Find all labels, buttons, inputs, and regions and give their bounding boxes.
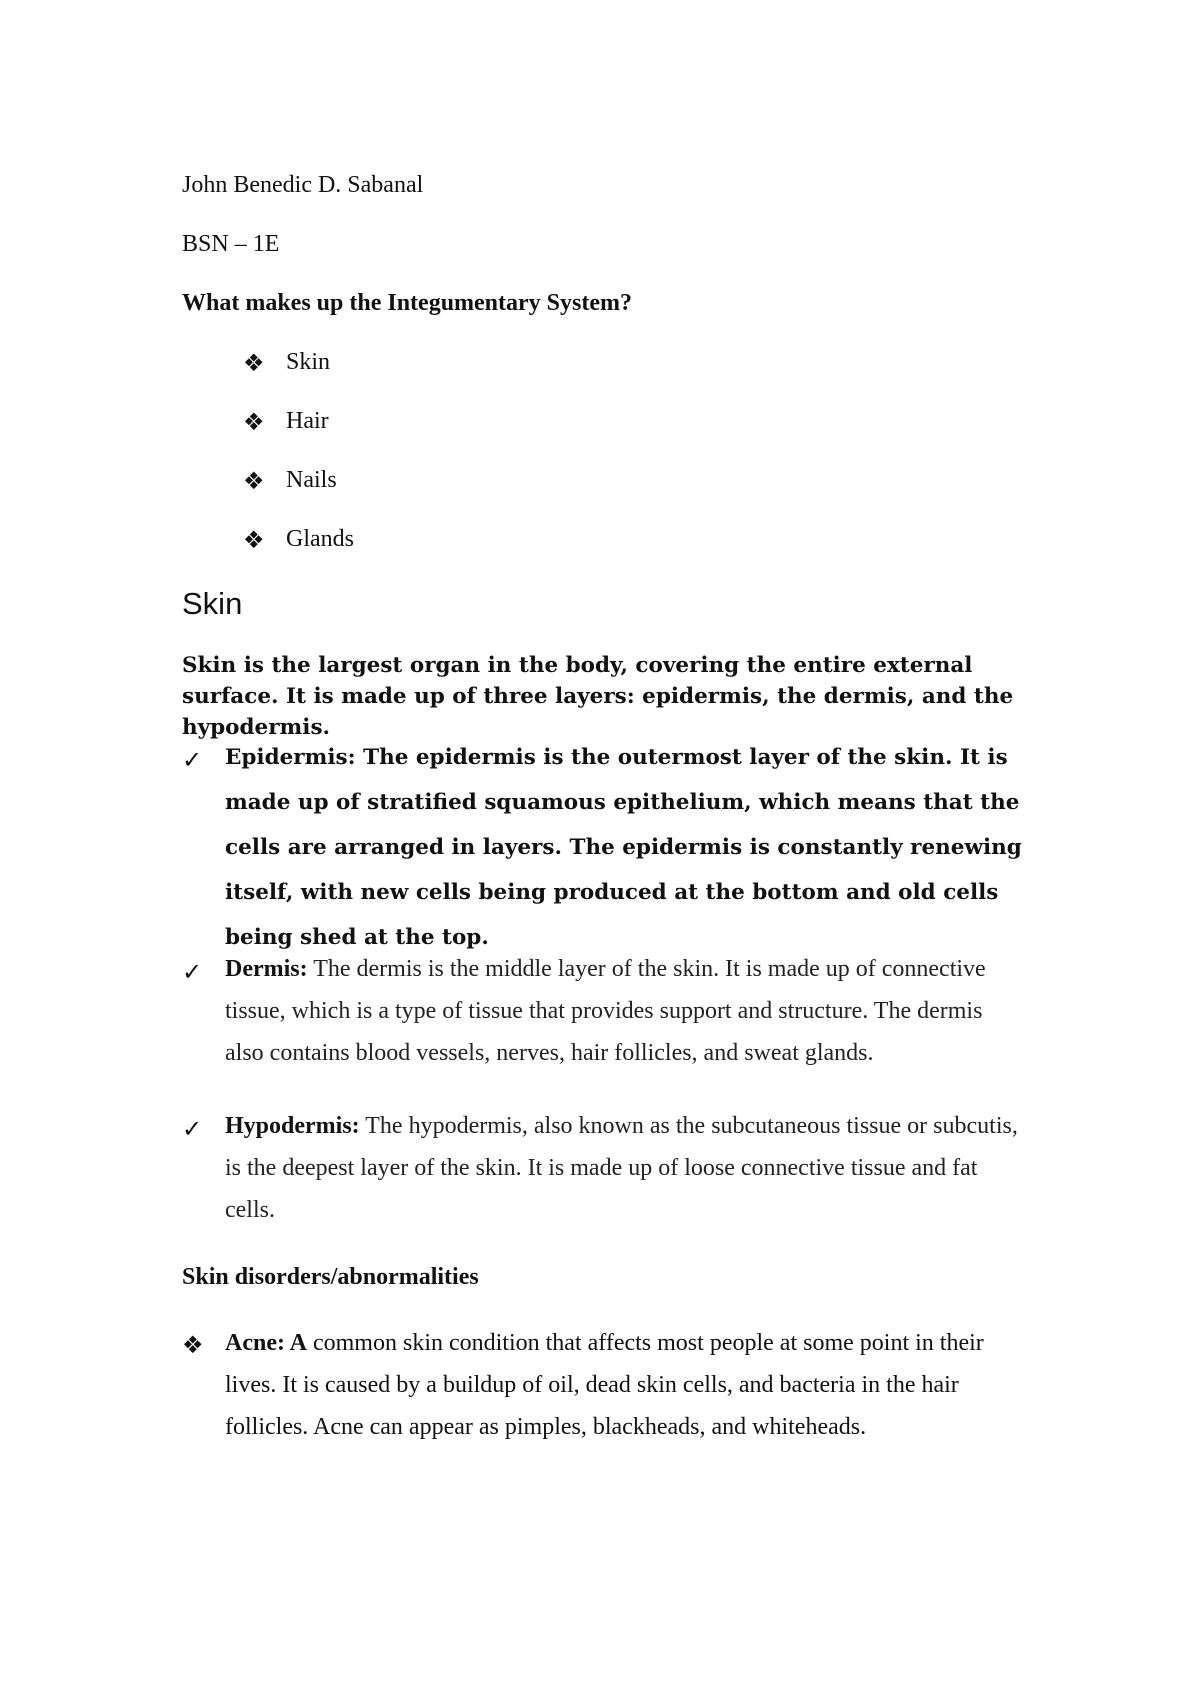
class-section: BSN – 1E bbox=[182, 231, 280, 257]
component-label: Glands bbox=[286, 526, 354, 552]
question-heading: What makes up the Integumentary System? bbox=[182, 290, 632, 316]
term-separator: : bbox=[347, 745, 364, 770]
layer-term: Epidermis bbox=[225, 745, 348, 770]
checkmark-icon: ✓ bbox=[182, 958, 203, 986]
component-label: Nails bbox=[286, 467, 337, 493]
checkmark-icon: ✓ bbox=[182, 1115, 203, 1143]
layer-description: The epidermis is the outermost layer of the skin. It is made up of stratified squamous epithelium, which means that the cells are arranged in layers. The epidermis is constantly renewing itself, with new cells being produced at the bottom and old cells being shed at the top. bbox=[225, 745, 1022, 950]
disorder-description: common skin condition that affects most people at some point in their lives. It is caused by a buildup of oil, dead skin cells, and bacteria in the hair follicles. Acne can appear as pimples, blackheads, and whiteheads. bbox=[225, 1330, 984, 1440]
skin-intro: Skin is the largest organ in the body, covering the entire external surface. It is made up of three layers: epidermis, the dermis, and the hypodermis. bbox=[182, 653, 1014, 740]
author-name: John Benedic D. Sabanal bbox=[182, 172, 424, 198]
component-label: Hair bbox=[286, 408, 329, 434]
disorders-heading: Skin disorders/abnormalities bbox=[182, 1264, 479, 1290]
disorder-term: Acne: A bbox=[225, 1330, 307, 1356]
layer-description: The dermis is the middle layer of the skin. It is made up of connective tissue, which is a type of tissue that provides support and structure. The dermis also contains blood vessels, nerves, hair follicles, and sweat glands. bbox=[225, 956, 986, 1066]
layer-term: Hypodermis: bbox=[225, 1113, 360, 1139]
diamond-bullet-icon: ❖ bbox=[243, 467, 265, 495]
diamond-bullet-icon: ❖ bbox=[243, 408, 265, 436]
checkmark-icon: ✓ bbox=[182, 746, 203, 774]
skin-heading: Skin bbox=[182, 586, 243, 621]
diamond-bullet-icon: ❖ bbox=[182, 1331, 204, 1359]
layer-term: Dermis: bbox=[225, 956, 308, 982]
layer-description: The hypodermis, also known as the subcutaneous tissue or subcutis, is the deepest layer of the skin. It is made up of loose connective tissue and fat cells. bbox=[225, 1113, 1018, 1223]
component-label: Skin bbox=[286, 349, 331, 375]
diamond-bullet-icon: ❖ bbox=[243, 526, 265, 554]
diamond-bullet-icon: ❖ bbox=[243, 349, 265, 377]
